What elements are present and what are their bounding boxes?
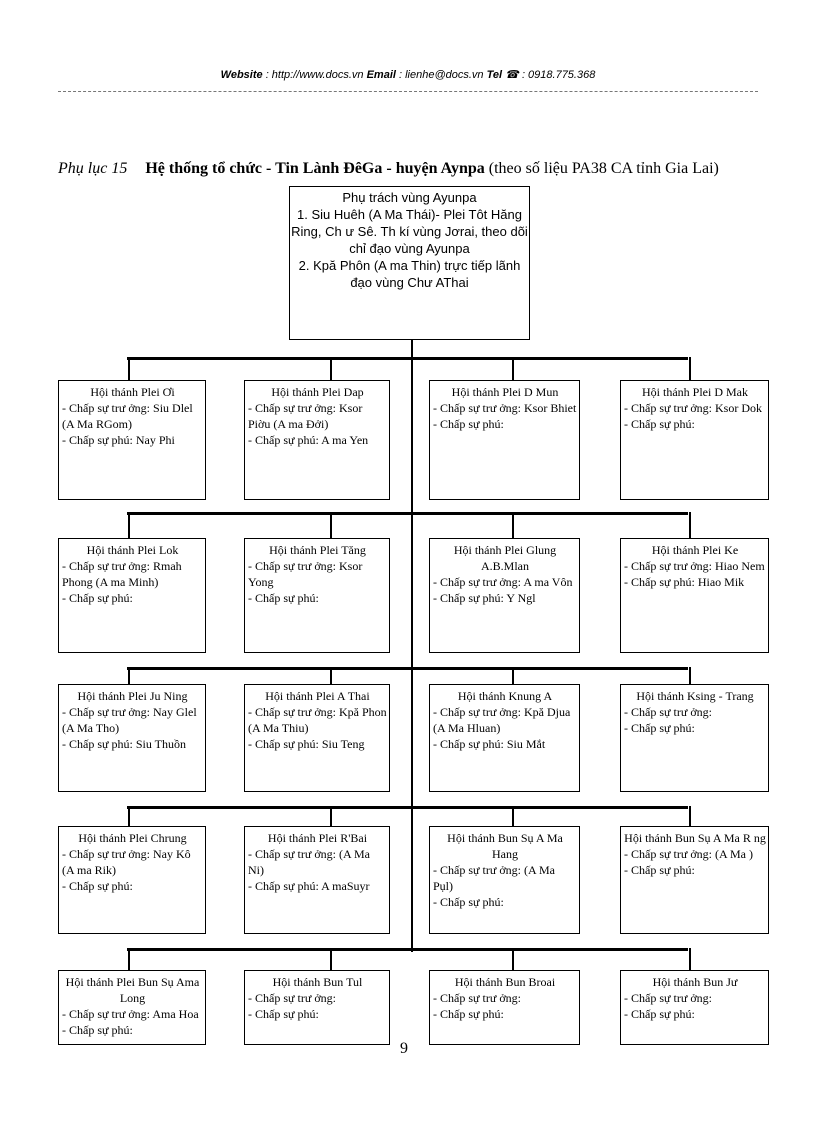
branch-connector — [689, 667, 691, 684]
head-deacon-label: - Chấp sự trư ởng: — [62, 847, 154, 861]
branch-connector — [330, 806, 332, 826]
root-line-1: Phụ trách vùng Ayunpa — [342, 190, 477, 205]
root-box — [289, 186, 530, 340]
head-deacon-name: Ama Hoa — [152, 1007, 199, 1021]
phone-icon: ☎ — [505, 69, 519, 81]
church-title: Hội thánh Bun Sụ A Ma Hang — [447, 831, 563, 861]
branch-connector — [512, 806, 514, 826]
church-title: Hội thánh Plei D Mun — [451, 385, 559, 399]
deputy-deacon-label: - Chấp sự phú: — [62, 737, 136, 751]
head-deacon-line — [248, 704, 387, 736]
head-deacon-line — [62, 1006, 203, 1022]
header-divider — [58, 91, 758, 92]
head-deacon-label: - Chấp sự trư ởng: — [62, 1007, 153, 1021]
head-deacon-line — [248, 400, 387, 432]
head-deacon-name: Ksor Yong — [248, 559, 363, 589]
head-deacon-name: A ma Vôn — [523, 575, 573, 589]
church-box — [429, 826, 580, 934]
church-box — [58, 684, 206, 792]
church-box — [429, 970, 580, 1045]
head-deacon-label: - Chấp sự trư ởng: — [433, 401, 525, 415]
deputy-deacon-line — [248, 590, 387, 606]
deputy-deacon-line — [624, 416, 766, 432]
head-deacon-line — [624, 990, 766, 1006]
head-deacon-label: - Chấp sự trư ởng: — [248, 705, 340, 719]
church-title: Hội thánh Plei Dap — [271, 385, 364, 399]
head-deacon-label: - Chấp sự trư ởng: — [62, 401, 154, 415]
deputy-deacon-line — [62, 1022, 203, 1038]
row-connector — [127, 512, 688, 515]
head-deacon-line — [248, 846, 387, 878]
deputy-deacon-label: - Chấp sự phú: — [62, 879, 133, 893]
church-title: Hội thánh Bun Broai — [454, 975, 556, 989]
row-connector — [127, 357, 688, 360]
head-deacon-label: - Chấp sự trư ởng: — [624, 991, 713, 1005]
head-deacon-line — [433, 704, 577, 736]
deputy-deacon-line — [624, 862, 766, 878]
deputy-deacon-line — [248, 736, 387, 752]
head-deacon-line — [248, 558, 387, 590]
head-deacon-label: - Chấp sự trư ởng: — [248, 991, 337, 1005]
deputy-deacon-name: Nay Phi — [135, 433, 175, 447]
deputy-deacon-label: - Chấp sự phú: — [433, 591, 507, 605]
trunk-connector — [411, 340, 413, 952]
church-title: Hội thánh Plei Glung A.B.Mlan — [453, 543, 557, 573]
branch-connector — [128, 667, 130, 684]
church-box — [620, 380, 769, 500]
head-deacon-name: Siu Dlel (A Ma RGom) — [62, 401, 193, 431]
deputy-deacon-label: - Chấp sự phú: — [433, 737, 507, 751]
church-box — [58, 380, 206, 500]
head-deacon-label: - Chấp sự trư ởng: — [624, 705, 713, 719]
root-line-3: 2. Kpă Phôn (A ma Thin) trực tiếp lãnh đạo vùng Chư AThai — [298, 258, 521, 290]
head-deacon-label: - Chấp sự trư ởng: — [248, 559, 340, 573]
head-deacon-line — [624, 846, 766, 862]
website-label: Website — [220, 69, 263, 81]
church-box — [58, 826, 206, 934]
church-title: Hội thánh Plei D Mak — [642, 385, 748, 399]
deputy-deacon-label: - Chấp sự phú: — [624, 863, 695, 877]
deputy-deacon-label: - Chấp sự phú: — [62, 433, 136, 447]
head-deacon-line — [624, 558, 766, 574]
deputy-deacon-label: - Chấp sự phú: — [248, 591, 319, 605]
head-deacon-label: - Chấp sự trư ởng: — [62, 705, 154, 719]
row-connector — [127, 667, 688, 670]
church-title: Hội thánh Plei Bun Sụ Ama Long — [65, 975, 200, 1005]
branch-connector — [512, 948, 514, 970]
head-deacon-name: (A Ma Pụl) — [433, 863, 556, 893]
head-deacon-label: - Chấp sự trư ởng: — [624, 559, 716, 573]
deputy-deacon-label: - Chấp sự phú: — [624, 417, 695, 431]
head-deacon-line — [433, 862, 577, 894]
head-deacon-line — [433, 574, 577, 590]
head-deacon-name: Nay Glel (A Ma Tho) — [62, 705, 197, 735]
church-box — [244, 970, 390, 1045]
branch-connector — [330, 667, 332, 684]
head-deacon-label: - Chấp sự trư ởng: — [624, 401, 716, 415]
church-title: Hội thánh Plei Lok — [86, 543, 179, 557]
church-box — [429, 380, 580, 500]
church-box — [620, 970, 769, 1045]
deputy-deacon-line — [248, 1006, 387, 1022]
church-title: Hội thánh Plei A Thai — [265, 689, 370, 703]
deputy-deacon-label: - Chấp sự phú: — [624, 575, 698, 589]
deputy-deacon-name: Siu Teng — [321, 737, 365, 751]
church-title: Hội thánh Plei Tăng — [269, 543, 366, 557]
deputy-deacon-line — [433, 590, 577, 606]
church-box — [620, 684, 769, 792]
church-title: Hội thánh Plei Chrung — [78, 831, 187, 845]
branch-connector — [128, 512, 130, 538]
branch-connector — [330, 357, 332, 380]
deputy-deacon-line — [248, 432, 387, 448]
email-value[interactable]: : lienhe@docs.vn — [399, 69, 484, 81]
head-deacon-label: - Chấp sự trư ởng: — [433, 863, 525, 877]
deputy-deacon-label: - Chấp sự phú: — [248, 737, 322, 751]
row-connector — [127, 806, 688, 809]
branch-connector — [128, 357, 130, 380]
church-box — [58, 970, 206, 1045]
head-deacon-name: Ksor Bhiet — [524, 401, 577, 415]
deputy-deacon-name: A ma Yen — [321, 433, 369, 447]
branch-connector — [128, 806, 130, 826]
head-deacon-label: - Chấp sự trư ởng: — [62, 559, 154, 573]
head-deacon-name: Ksor Piờu (A ma Đởi) — [248, 401, 363, 431]
head-deacon-label: - Chấp sự trư ởng: — [433, 991, 522, 1005]
deputy-deacon-name: Hiao Mik — [697, 575, 745, 589]
church-box — [429, 684, 580, 792]
deputy-deacon-label: - Chấp sự phú: — [433, 895, 504, 909]
church-box — [244, 826, 390, 934]
deputy-deacon-label: - Chấp sự phú: — [248, 1007, 319, 1021]
deputy-deacon-label: - Chấp sự phú: — [433, 1007, 504, 1021]
branch-connector — [330, 948, 332, 970]
branch-connector — [512, 357, 514, 380]
deputy-deacon-label: - Chấp sự phú: — [62, 1023, 133, 1037]
branch-connector — [512, 667, 514, 684]
head-deacon-name: Nay Kô (A ma Rik) — [62, 847, 191, 877]
deputy-deacon-name: A maSuyr — [321, 879, 370, 893]
deputy-deacon-line — [248, 878, 387, 894]
head-deacon-label: - Chấp sự trư ởng: — [624, 847, 716, 861]
branch-connector — [689, 357, 691, 380]
church-box — [244, 538, 390, 653]
church-title: Hội thánh Plei Ơi — [90, 385, 175, 399]
deputy-deacon-line — [62, 736, 203, 752]
church-title: Hội thánh Plei Ke — [651, 543, 739, 557]
branch-connector — [689, 948, 691, 970]
appendix-label: Phụ lục 15 — [58, 160, 128, 177]
deputy-deacon-name: Siu Thuồn — [135, 737, 186, 751]
head-deacon-line — [62, 558, 203, 590]
head-deacon-line — [62, 704, 203, 736]
deputy-deacon-label: - Chấp sự phú: — [248, 433, 322, 447]
head-deacon-line — [62, 400, 203, 432]
head-deacon-label: - Chấp sự trư ởng: — [433, 705, 525, 719]
head-deacon-name: Kpă Djua (A Ma Hluan) — [433, 705, 571, 735]
branch-connector — [330, 512, 332, 538]
head-deacon-name: Hiao Nem — [715, 559, 765, 573]
page-title — [58, 160, 798, 178]
root-line-2: 1. Siu Huêh (A Ma Thái)- Plei Tôt Hăng Ring, Ch ư Sê. Th kí vùng Jơrai, theo dõi chỉ đạo vùng Ayunpa — [291, 207, 528, 256]
deputy-deacon-line — [433, 1006, 577, 1022]
deputy-deacon-line — [624, 720, 766, 736]
head-deacon-line — [624, 704, 766, 720]
head-deacon-name: (A Ma Ni) — [248, 847, 371, 877]
deputy-deacon-line — [624, 574, 766, 590]
church-title: Hội thánh Plei Ju Ning — [77, 689, 188, 703]
church-box — [58, 538, 206, 653]
email-label: Email — [366, 69, 396, 81]
church-box — [244, 380, 390, 500]
head-deacon-label: - Chấp sự trư ởng: — [248, 847, 340, 861]
row-connector — [127, 948, 688, 951]
church-box — [620, 826, 769, 934]
church-title: Hội thánh Ksing - Trang — [636, 689, 754, 703]
head-deacon-name: (A Ma ) — [715, 847, 754, 861]
church-box — [244, 684, 390, 792]
deputy-deacon-name: Y Ngl — [506, 591, 536, 605]
deputy-deacon-label: - Chấp sự phú: — [62, 591, 133, 605]
head-deacon-label: - Chấp sự trư ởng: — [433, 575, 524, 589]
head-deacon-label: - Chấp sự trư ởng: — [248, 401, 340, 415]
deputy-deacon-line — [433, 736, 577, 752]
page-number: 9 — [400, 1040, 408, 1057]
deputy-deacon-line — [433, 894, 577, 910]
deputy-deacon-label: - Chấp sự phú: — [624, 1007, 695, 1021]
head-deacon-line — [433, 400, 577, 416]
deputy-deacon-line — [624, 1006, 766, 1022]
church-title: Hội thánh Bun Sụ A Ma R ng — [624, 831, 766, 845]
branch-connector — [689, 512, 691, 538]
deputy-deacon-line — [62, 590, 203, 606]
head-deacon-line — [624, 400, 766, 416]
title-source: (theo số liệu PA38 CA tỉnh Gia Lai) — [488, 160, 719, 177]
deputy-deacon-line — [62, 432, 203, 448]
deputy-deacon-name: Siu Mắt — [506, 737, 546, 751]
deputy-deacon-line — [433, 416, 577, 432]
church-title: Hội thánh Knung A — [457, 689, 553, 703]
deputy-deacon-label: - Chấp sự phú: — [248, 879, 322, 893]
head-deacon-name: Rmah Phong (A ma Minh) — [62, 559, 182, 589]
page-header — [0, 68, 816, 81]
branch-connector — [512, 512, 514, 538]
head-deacon-line — [248, 990, 387, 1006]
tel-label: Tel — [486, 69, 503, 81]
head-deacon-line — [62, 846, 203, 878]
deputy-deacon-label: - Chấp sự phú: — [433, 417, 504, 431]
head-deacon-line — [433, 990, 577, 1006]
branch-connector — [128, 948, 130, 970]
church-box — [620, 538, 769, 653]
head-deacon-name: Kpă Phon (A Ma Thiu) — [248, 705, 387, 735]
deputy-deacon-line — [62, 878, 203, 894]
deputy-deacon-label: - Chấp sự phú: — [624, 721, 695, 735]
title-main: Hệ thống tổ chức - Tin Lành ĐêGa - huyện Aynpa — [145, 160, 485, 177]
church-title: Hội thánh Plei R'Bai — [267, 831, 368, 845]
church-title: Hội thánh Bun Tul — [272, 975, 363, 989]
tel-value: : 0918.775.368 — [521, 69, 596, 81]
church-box — [429, 538, 580, 653]
branch-connector — [689, 806, 691, 826]
church-title: Hội thánh Bun Jư — [652, 975, 738, 989]
head-deacon-name: Ksor Dok — [715, 401, 763, 415]
website-value[interactable]: : http://www.docs.vn — [265, 69, 364, 81]
